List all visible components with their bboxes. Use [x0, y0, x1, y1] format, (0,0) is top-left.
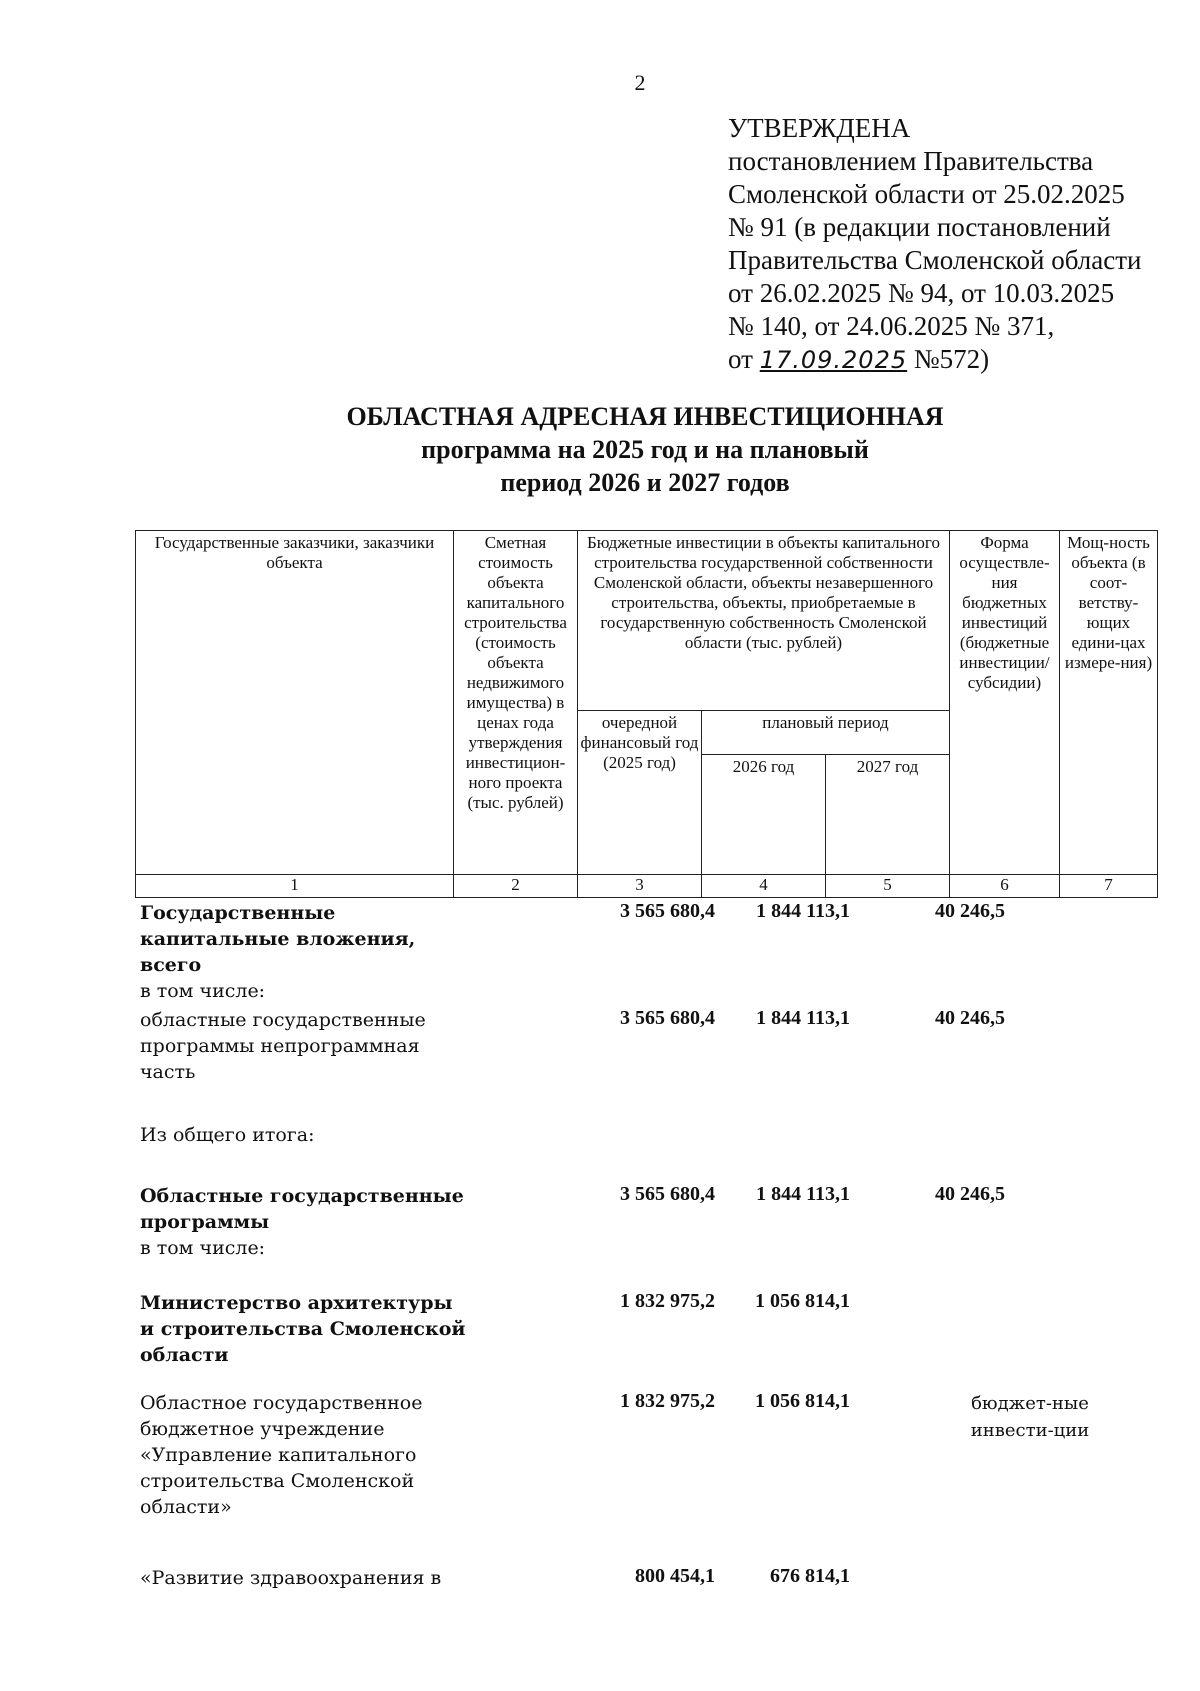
value-2026: 1 844 113,1: [756, 1007, 850, 1029]
approval-prefix: от: [728, 344, 753, 374]
title-line-1: ОБЛАСТНАЯ АДРЕСНАЯ ИНВЕСТИЦИОННАЯ: [346, 402, 944, 431]
row-label: «Развитие здравоохранения в: [140, 1567, 442, 1589]
value-2026: 1 844 113,1: [756, 900, 850, 922]
investment-form: бюджет-ные инвести-ции: [970, 1393, 1090, 1441]
header-budget-investments: Бюджетные инвестиции в объекты капитального строительства государственной собственности Смоленской области, объекты незавершенного строительства, объекты, приобретаемые в государственную собственность Смоленской области (тыс. рублей): [578, 531, 950, 711]
column-number: 2: [454, 875, 578, 898]
approval-line: от 26.02.2025 № 94, от 10.03.2025: [728, 278, 1115, 308]
approval-line: № 140, от 24.06.2025 № 371,: [728, 311, 1055, 341]
value-2026: 1 056 814,1: [755, 1390, 850, 1412]
approval-line: Правительства Смоленской области: [728, 245, 1142, 275]
value-2026: 1 844 113,1: [756, 1183, 850, 1205]
page-number: 2: [634, 70, 646, 95]
column-number: 4: [702, 875, 826, 898]
header-2026: 2026 год: [702, 755, 826, 875]
value-2025: 1 832 975,2: [620, 1390, 715, 1412]
approval-line: УТВЕРЖДЕНА: [728, 113, 911, 143]
title-line-2: программа на 2025 год и на плановый: [421, 435, 869, 464]
header-2027: 2027 год: [826, 755, 950, 875]
approval-last-line: [728, 343, 1142, 377]
header-capacity: Мощ-ность объекта (в соот-ветству-ющих едини-цах измере-ния): [1060, 531, 1158, 875]
value-2025: 800 454,1: [635, 1565, 715, 1587]
value-2027: 40 246,5: [935, 900, 1005, 922]
title-line-3: период 2026 и 2027 годов: [500, 468, 790, 497]
value-2025: 1 832 975,2: [620, 1290, 715, 1312]
handwritten-number: №572): [913, 344, 990, 374]
header-customers: Государственные заказчики, заказчики объекта: [136, 531, 454, 875]
document-title: [0, 400, 1200, 499]
row-label: Областные государственные программы в том числе:: [140, 1185, 464, 1259]
value-2025: 3 565 680,4: [620, 900, 715, 922]
column-number: 5: [826, 875, 950, 898]
column-number: 6: [950, 875, 1060, 898]
value-2027: 40 246,5: [935, 1183, 1005, 1205]
value-2027: 40 246,5: [935, 1007, 1005, 1029]
handwritten-date: 17.09.2025: [759, 346, 908, 374]
column-number: 7: [1060, 875, 1158, 898]
header-estimated-cost: Сметная стоимость объекта капитального строительства (стоимость объекта недвижимого имущества) в ценах года утверждения инвестицион-ного проекта (тыс. рублей): [454, 531, 578, 875]
approval-line: постановлением Правительства: [728, 146, 1094, 176]
header-2025: очередной финансовый год (2025 год): [578, 711, 702, 875]
column-number: 3: [578, 875, 702, 898]
value-2026: 1 056 814,1: [755, 1290, 850, 1312]
table-header: [135, 530, 1158, 898]
value-2025: 3 565 680,4: [620, 1007, 715, 1029]
row-label: Министерство архитектуры и строительства Смоленской области: [140, 1292, 466, 1366]
header-investment-form: Форма осуществле-ния бюджетных инвестиций (бюджетные инвестиции/ субсидии): [950, 531, 1060, 875]
row-label: областные государственные программы непрограммная часть: [140, 1009, 426, 1083]
header-planned-period: плановый период: [702, 711, 950, 755]
approval-line: Смоленской области от 25.02.2025: [728, 179, 1125, 209]
value-2026: 676 814,1: [770, 1565, 850, 1587]
approval-stamp: [728, 112, 1142, 377]
column-number: 1: [136, 875, 454, 898]
row-label: Из общего итога:: [140, 1124, 315, 1146]
row-label: Государственные капитальные вложения, всего в том числе:: [140, 902, 416, 1002]
approval-line: № 91 (в редакции постановлений: [728, 212, 1111, 242]
row-label: Областное государственное бюджетное учреждение «Управление капитального строительства Смоленской области»: [140, 1392, 423, 1518]
value-2025: 3 565 680,4: [620, 1183, 715, 1205]
